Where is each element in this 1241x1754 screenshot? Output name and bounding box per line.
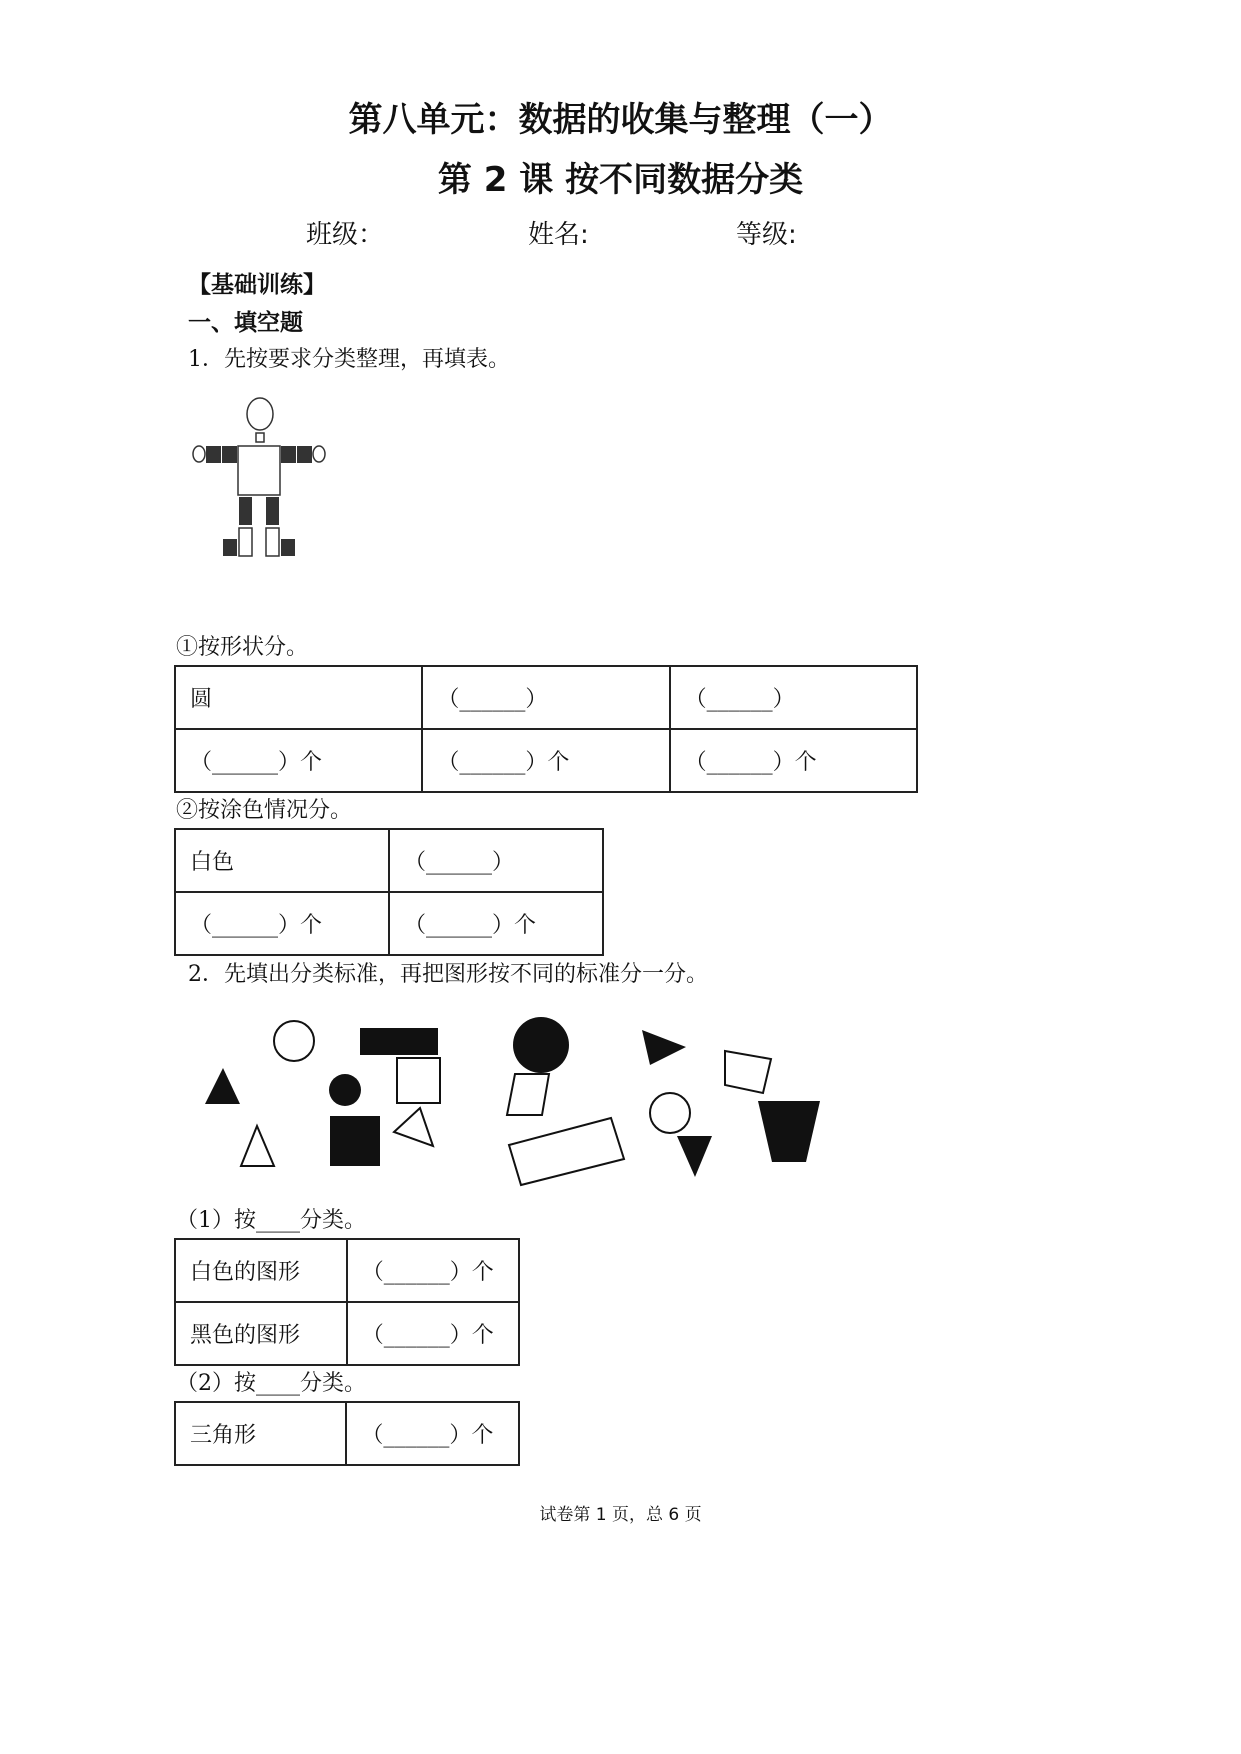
white-circle [650,1093,690,1133]
table-row [175,1302,519,1365]
question-2-text: 2．先填出分类标准，再把图形按不同的标准分一分。 [188,962,708,987]
robot-right-foot [281,539,295,556]
black-triangle [642,1030,686,1065]
color-count-table [174,1238,520,1366]
black-triangle [205,1068,240,1104]
robot-left-leg-lower [239,528,252,556]
white-triangle [241,1126,274,1166]
table-cell-count[interactable]: （______）个 [347,1302,519,1365]
table-cell-blank[interactable]: （______） [422,666,669,729]
name-label: 姓名: [528,220,589,250]
table-row [175,892,603,955]
robot-left-leg-upper [239,497,252,525]
page-footer: 试卷第 1 页，总 6 页 [539,1505,702,1525]
section-fill-blank: 一、填空题 [188,310,303,336]
robot-neck-square [256,433,264,442]
robot-figure [188,392,333,564]
black-triangle [677,1136,712,1177]
white-circle [274,1021,314,1061]
table-cell-count[interactable]: （______）个 [347,1239,519,1302]
question-1-text: 1．先按要求分类整理，再填表。 [188,347,510,372]
robot-right-leg-lower [266,528,279,556]
black-trapezoid [758,1101,820,1162]
robot-left-arm-2 [222,446,237,463]
table-cell-count[interactable]: （______）个 [670,729,917,792]
shapes-figure [195,1015,830,1185]
robot-body-square [238,446,280,495]
table-cell-count[interactable]: （______）个 [389,892,603,955]
table-cell-count[interactable]: （______）个 [346,1402,519,1465]
white-parallelogram [725,1051,771,1093]
shape-classification-table [174,665,918,793]
subquestion-1-label: （1）按____分类。 [176,1208,366,1233]
table-row [175,1239,519,1302]
white-triangle [394,1108,433,1146]
robot-right-arm-2 [297,446,312,463]
table-cell-count[interactable]: （______）个 [175,729,422,792]
table-cell-blank[interactable]: （______） [389,829,603,892]
grade-label: 等级: [736,220,797,250]
white-square [397,1058,440,1103]
table-cell-black-shapes: 黑色的图形 [175,1302,347,1365]
robot-right-arm-1 [281,446,296,463]
table-cell-count[interactable]: （______）个 [175,892,389,955]
table-row [175,829,603,892]
table-row [175,666,917,729]
white-parallelogram [507,1074,549,1115]
white-rectangle [509,1118,624,1185]
black-circle [329,1074,361,1106]
table-row [175,729,917,792]
table-row [175,1402,519,1465]
black-square [330,1116,380,1166]
robot-left-arm-1 [206,446,221,463]
robot-right-leg-upper [266,497,279,525]
lesson-title: 第 2 课 按不同数据分类 [437,160,804,200]
section-basic-training: 【基础训练】 [188,272,326,298]
part-1-label: ①按形状分。 [176,635,309,660]
class-label: 班级： [306,220,385,250]
page-title: 第八单元：数据的收集与整理（一） [348,100,893,140]
table-cell-circle: 圆 [175,666,422,729]
robot-left-hand-circle [193,446,205,462]
black-rectangle [360,1028,438,1055]
robot-left-foot [223,539,237,556]
table-cell-triangle: 三角形 [175,1402,346,1465]
robot-right-hand-circle [313,446,325,462]
part-2-label: ②按涂色情况分。 [176,798,353,823]
table-cell-white-shapes: 白色的图形 [175,1239,347,1302]
shape-count-table [174,1401,520,1466]
table-cell-white: 白色 [175,829,389,892]
table-cell-count[interactable]: （______）个 [422,729,669,792]
black-circle [513,1017,569,1073]
subquestion-2-label: （2）按____分类。 [176,1371,366,1396]
table-cell-blank[interactable]: （______） [670,666,917,729]
color-classification-table [174,828,604,956]
robot-head-circle [247,398,273,430]
